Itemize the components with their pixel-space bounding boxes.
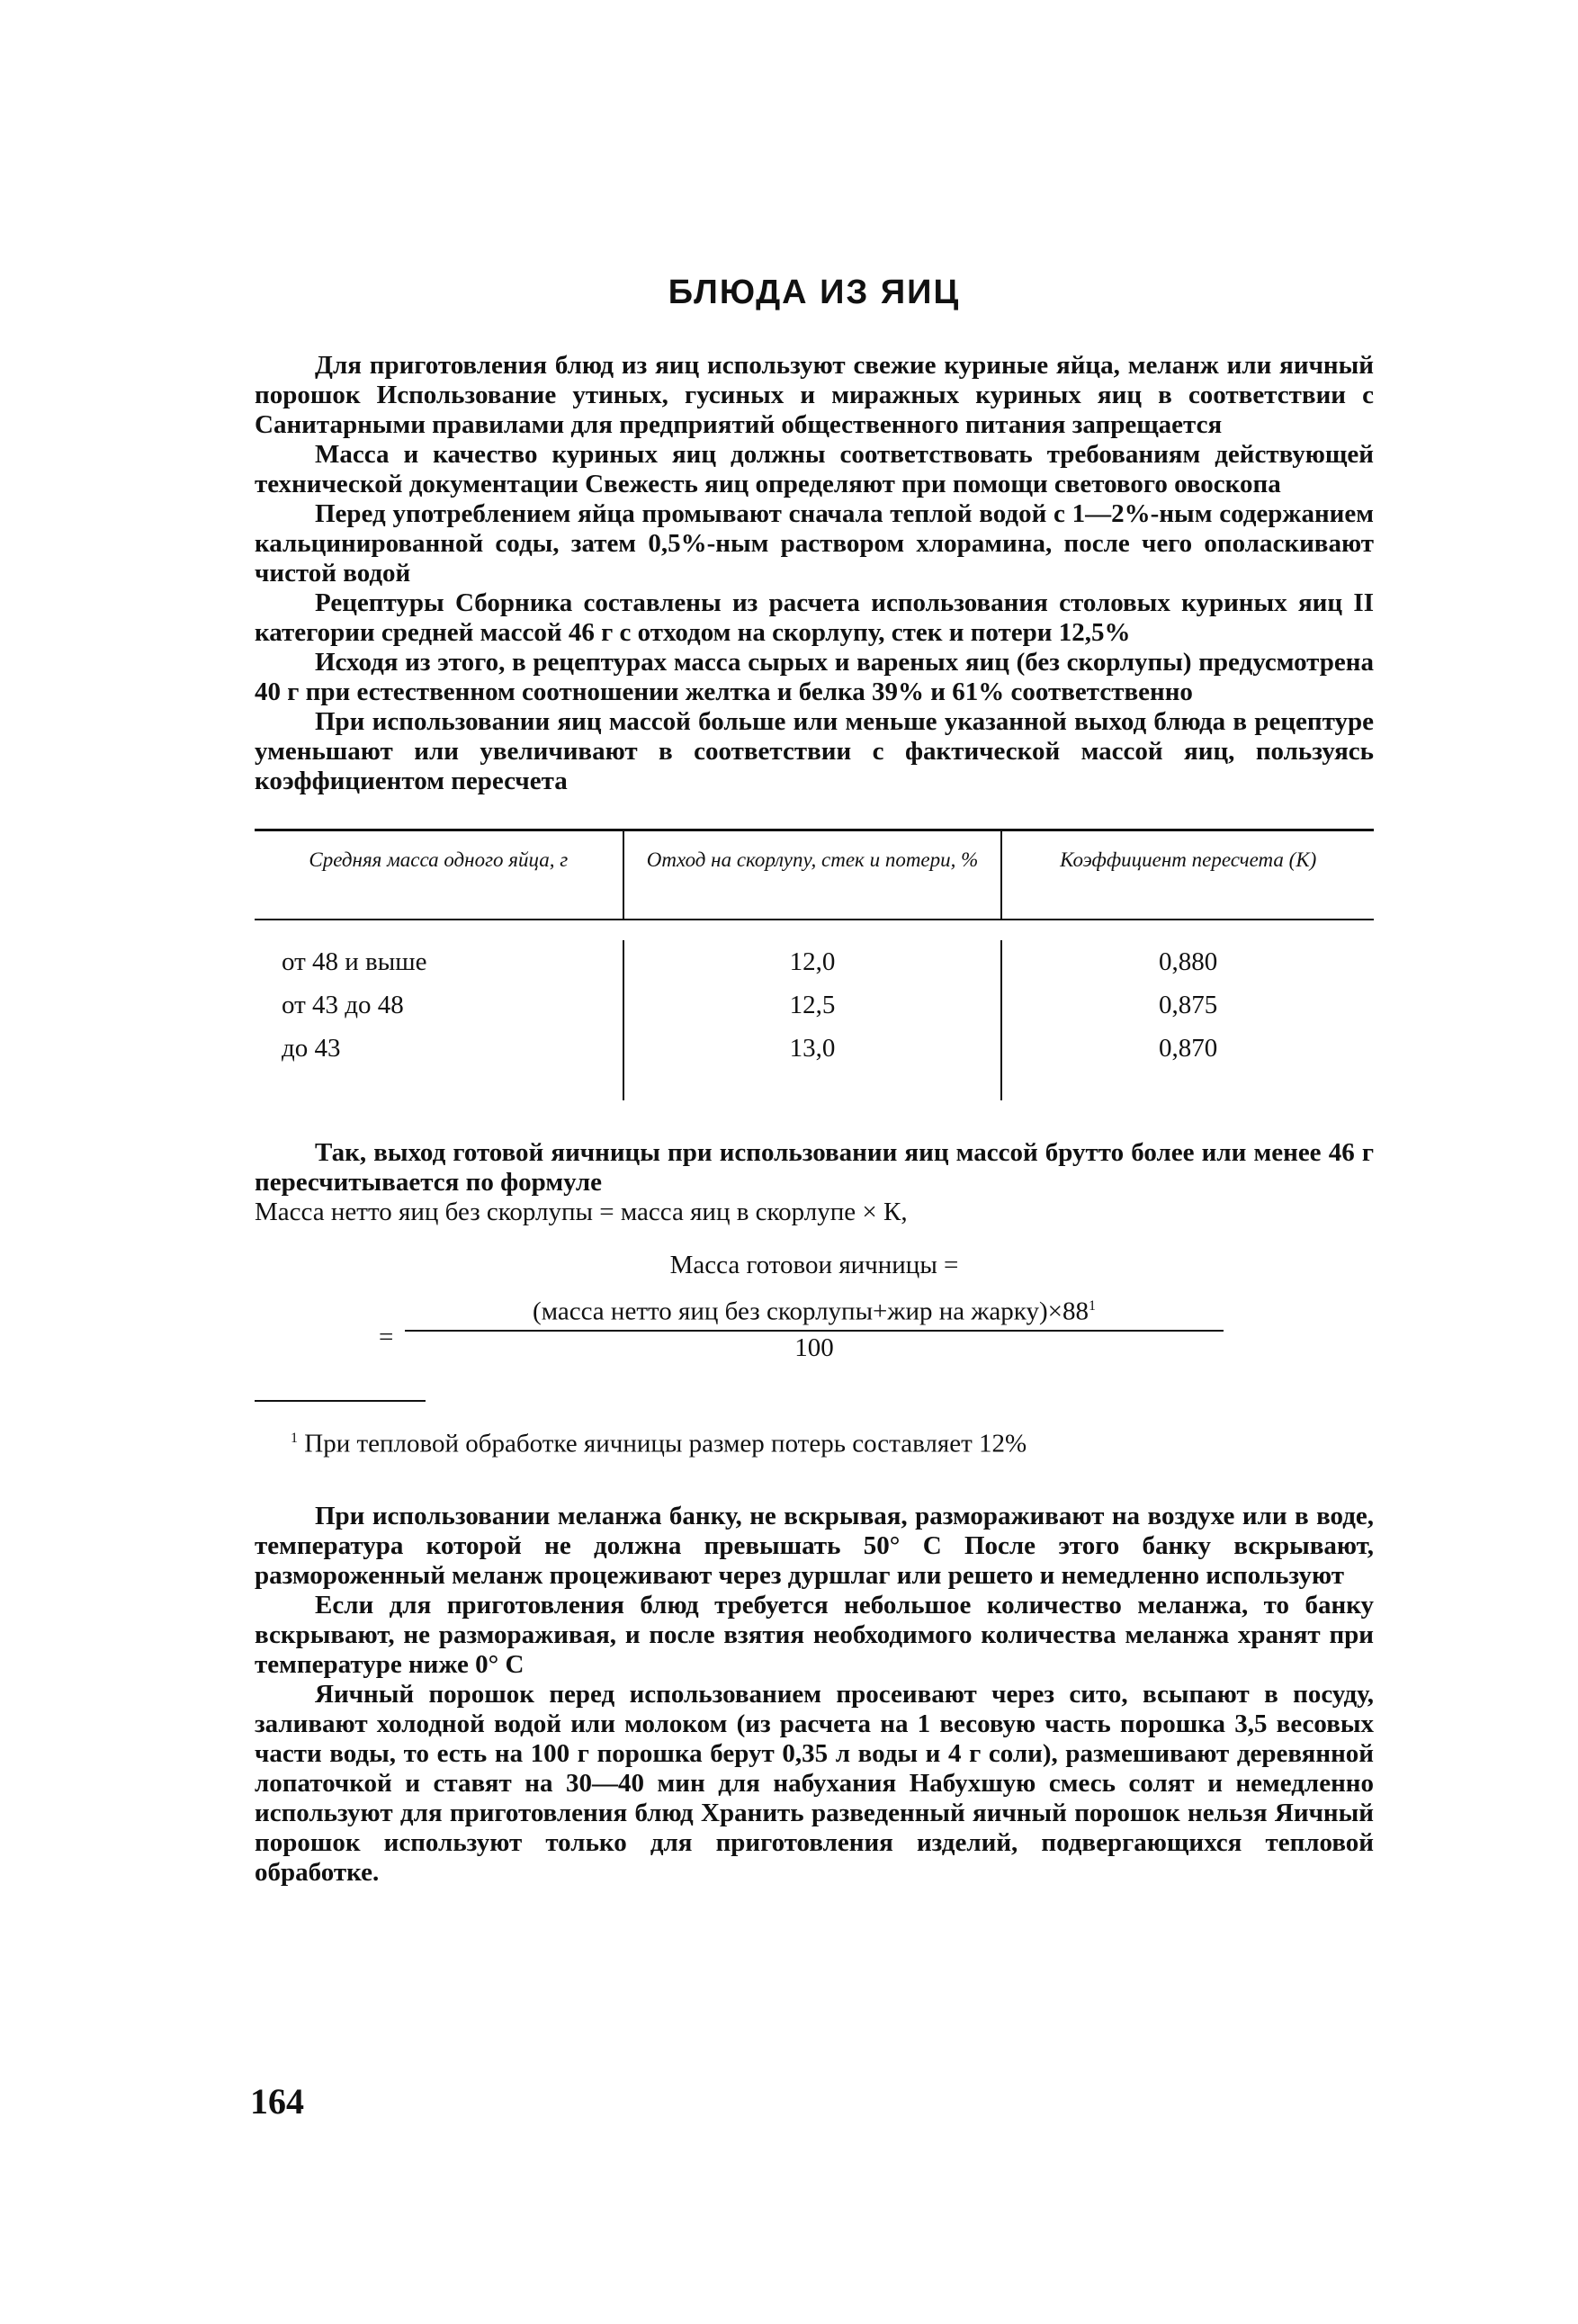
formula-intro-paragraph: Так, выход готовой яичницы при использовании яиц массой брутто более или менее 46 г пересчитывается по формуле xyxy=(255,1138,1374,1197)
footnote-ref: 1 xyxy=(1088,1298,1096,1314)
formula-lead: Масса готовои яичницы = xyxy=(669,1251,959,1279)
table-cell: от 43 до 48 xyxy=(282,991,404,1019)
table-header-cell: Отход на скорлупу, стек и потери, % xyxy=(623,831,1001,919)
intro-paragraph: Рецептуры Сборника составлены из расчета использования столовых куриных яиц II категории средней массой 46 г с отходом на скорлупу, стек и потери 12,5% xyxy=(255,588,1374,647)
table-header-cell: Средняя масса одного яйца, г xyxy=(309,848,569,871)
table-column-mass xyxy=(255,940,623,1100)
table-cell: до 43 xyxy=(282,1034,341,1063)
footnote xyxy=(255,1423,1374,1459)
formula-numerator xyxy=(405,1290,1224,1330)
footnote-rule xyxy=(255,1400,426,1402)
intro-paragraph: Для приготовления блюд из яиц используют свежие куриные яйца, меланж или яичный порошок Использование утиных, гусиных и миражных куриных яиц в соответствии с Санитарными правилами для предприятий общественного питания запрещается xyxy=(255,351,1374,439)
intro-paragraph: Исходя из этого, в рецептурах масса сырых и вареных яиц (без скорлупы) предусмотрена 40 г при естественном соотношении желтка и белка 39% и 61% соответственно xyxy=(255,648,1374,706)
formula-equals-sign: = xyxy=(379,1323,394,1351)
formula-fraction xyxy=(255,1290,1374,1364)
table-column-waste xyxy=(623,940,1001,1100)
table-cell: от 48 и выше xyxy=(282,947,427,976)
table-cell: 0,875 xyxy=(1159,991,1218,1019)
yield-formula xyxy=(255,1247,1374,1364)
page-title: БЛЮДА ИЗ ЯИЦ xyxy=(668,274,961,311)
page-content xyxy=(255,270,1374,1888)
conversion-table xyxy=(255,829,1374,1100)
numerator-text: (масса нетто яиц без скорлупы+жир на жарку)×88 xyxy=(533,1297,1089,1326)
table-cell: 13,0 xyxy=(789,1034,836,1063)
page-number: 164 xyxy=(250,2081,304,2122)
table-cell: 12,0 xyxy=(789,947,836,976)
intro-paragraph: Перед употреблением яйца промывают сначала теплой водой с 1—2%-ным содержанием кальцинированной соды, затем 0,5%-ным раствором хлорамина, после чего ополаскивают чистой водой xyxy=(255,499,1374,588)
table-header-cell: Коэффициент пересчета (К) xyxy=(1000,831,1374,919)
table-cell: 0,880 xyxy=(1159,947,1218,976)
intro-paragraph: При использовании яиц массой больше или меньше указанной выход блюда в рецептуре уменьшают или увеличивают в соответствии с фактической массой яиц, пользуясь коэффициентом пересчета xyxy=(255,707,1374,795)
fraction-body xyxy=(405,1290,1224,1364)
intro-paragraph: Масса и качество куриных яиц должны соответствовать требованиям действующей технической документации Свежесть яиц определяют при помощи светового овоскопа xyxy=(255,440,1374,498)
formula-denominator: 100 xyxy=(794,1332,834,1362)
table-column-coefficient xyxy=(1000,940,1374,1100)
formula-intro xyxy=(255,1138,1374,1227)
table-body xyxy=(255,920,1374,1100)
formula-line: Масса нетто яиц без скорлупы = масса яиц в скорлупе × К, xyxy=(255,1198,908,1226)
footnote-marker: 1 xyxy=(291,1430,298,1446)
body-paragraph: Яичный порошок перед использованием просеивают через сито, всыпают в посуду, заливают холодной водой или молоком (из расчета на 1 весовую часть порошка 3,5 весовых части воды, то есть на 100 г порошка берут 0,35 л воды и 4 г соли), размешивают деревянной лопаточкой и ставят на 30—40 мин для набухания Набухшую смесь солят и немедленно используют для приготовления блюд Хранить разведенный яичный порошок нельзя Яичный порошок используют только для приготовления изделий, подвергающихся тепловой обработке. xyxy=(255,1680,1374,1888)
intro-section xyxy=(255,351,1374,796)
melange-section xyxy=(255,1502,1374,1888)
table-cell: 12,5 xyxy=(789,991,836,1019)
body-paragraph: При использовании меланжа банку, не вскрывая, размораживают на воздухе или в воде, температура которой не должна превышать 50° С После этого банку вскрывают, размороженный меланж процеживают через дуршлаг или решето и немедленно используют xyxy=(255,1502,1374,1591)
footnote-text: При тепловой обработке яичницы размер потерь составляет 12% xyxy=(304,1429,1027,1458)
table-cell: 0,870 xyxy=(1159,1034,1218,1063)
table-header-row xyxy=(255,831,1374,919)
body-paragraph: Если для приготовления блюд требуется небольшое количество меланжа, то банку вскрывают, не размораживая, и после взятия необходимого количества меланжа хранят при температуре ниже 0° С xyxy=(255,1591,1374,1680)
